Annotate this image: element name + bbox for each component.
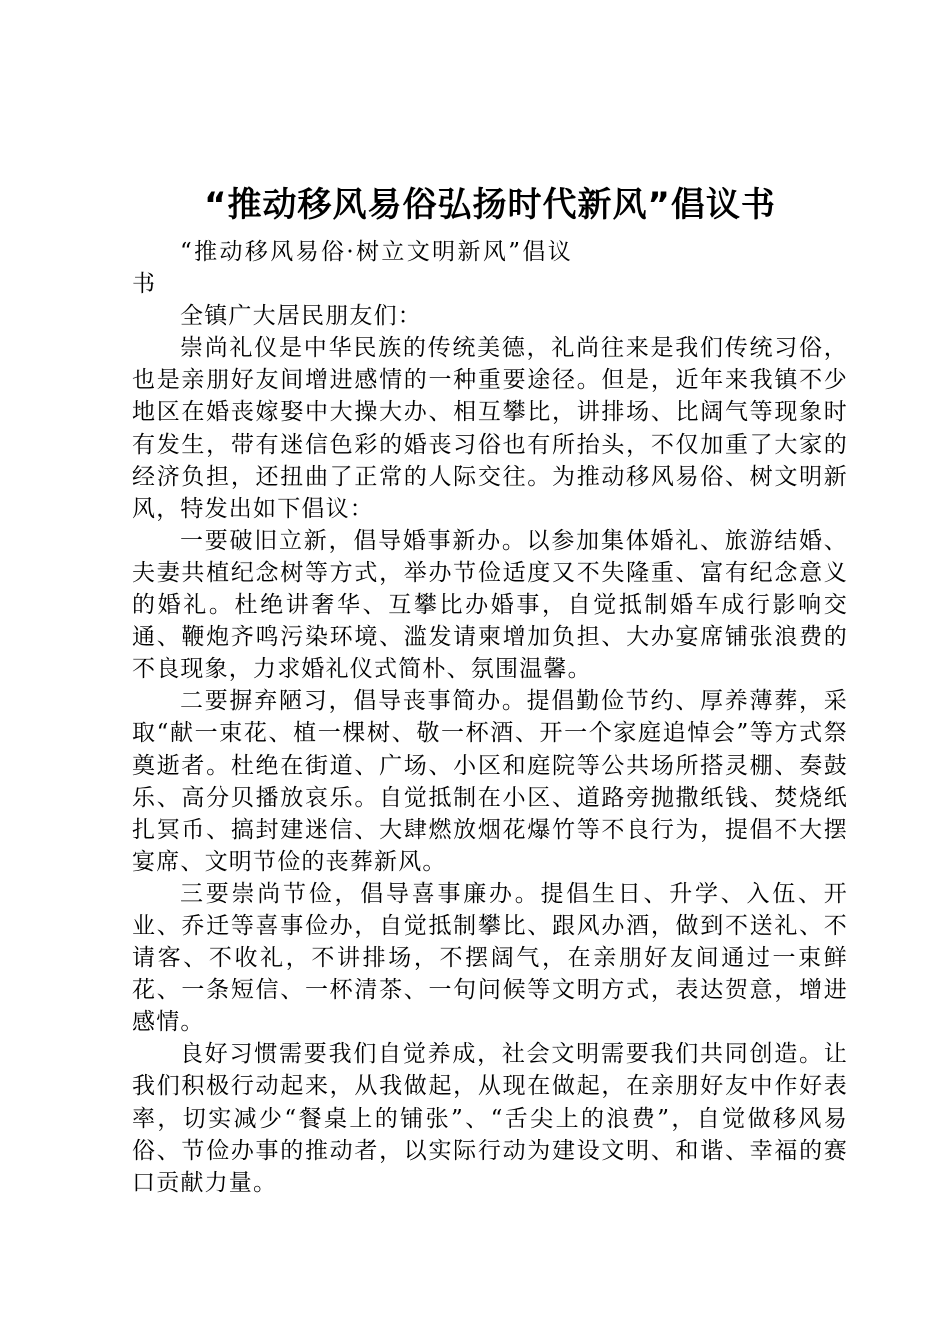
- paragraph-intro: 崇尚礼仪是中华民族的传统美德，礼尚往来是我们传统习俗，也是亲朋好友间增进感情的一种重要途径。但是，近年来我镇不少地区在婚丧嫁娶中大操大办、相互攀比，讲排场、比阔气等现象时有发生，带有迷信色彩的婚丧习俗也有所抬头，不仅加重了大家的经济负担，还扭曲了正常的人际交往。为推动移风易俗、树文明新风，特发出如下倡议：: [132, 335, 848, 522]
- paragraph-celebration: 三要崇尚节俭，倡导喜事廉办。提倡生日、升学、入伍、开业、乔迁等喜事俭办，自觉抵制攀比、跟风办酒，做到不送礼、不请客、不收礼，不讲排场，不摆阔气，在亲朋好友间通过一束鲜花、一条短信、一杯清茶、一句问候等文明方式，表达贺意，增进感情。: [132, 880, 848, 1036]
- paragraph-closing: 良好习惯需要我们自觉养成，社会文明需要我们共同创造。让我们积极行动起来，从我做起，从现在做起，在亲朋好友中作好表率，切实减少“餐桌上的铺张”、“舌尖上的浪费”，自觉做移风易俗、节俭办事的推动者，以实际行动为建设文明、和谐、幸福的赛口贡献力量。: [132, 1041, 848, 1196]
- paragraph-wedding: 一要破旧立新，倡导婚事新办。以参加集体婚礼、旅游结婚、夫妻共植纪念树等方式，举办节俭适度又不失隆重、富有纪念意义的婚礼。杜绝讲奢华、互攀比办婚事，自觉抵制婚车成行影响交通、鞭炮齐鸣污染环境、滥发请柬增加负担、大办宴席铺张浪费的不良现象，力求婚礼仪式简朴、氛围温馨。: [132, 527, 848, 683]
- document-subtitle: “推动移风易俗·树立文明新风”倡议书: [132, 239, 572, 298]
- salutation: 全镇广大居民朋友们：: [180, 303, 422, 330]
- document-title: “推动移风易俗弘扬时代新风”倡议书: [204, 185, 776, 225]
- document-body: [132, 236, 848, 1199]
- paragraph-funeral: 二要摒弃陋习，倡导丧事简办。提倡勤俭节约、厚养薄葬，采取“献一束花、植一棵树、敬一杯酒、开一个家庭追悼会”等方式祭奠逝者。杜绝在街道、广场、小区和庭院等公共场所搭灵棚、奏鼓乐、高分贝播放哀乐。自觉抵制在小区、道路旁抛撒纸钱、焚烧纸扎冥币、搞封建迷信、大肆燃放烟花爆竹等不良行为，提倡不大摆宴席、文明节俭的丧葬新风。: [132, 688, 848, 875]
